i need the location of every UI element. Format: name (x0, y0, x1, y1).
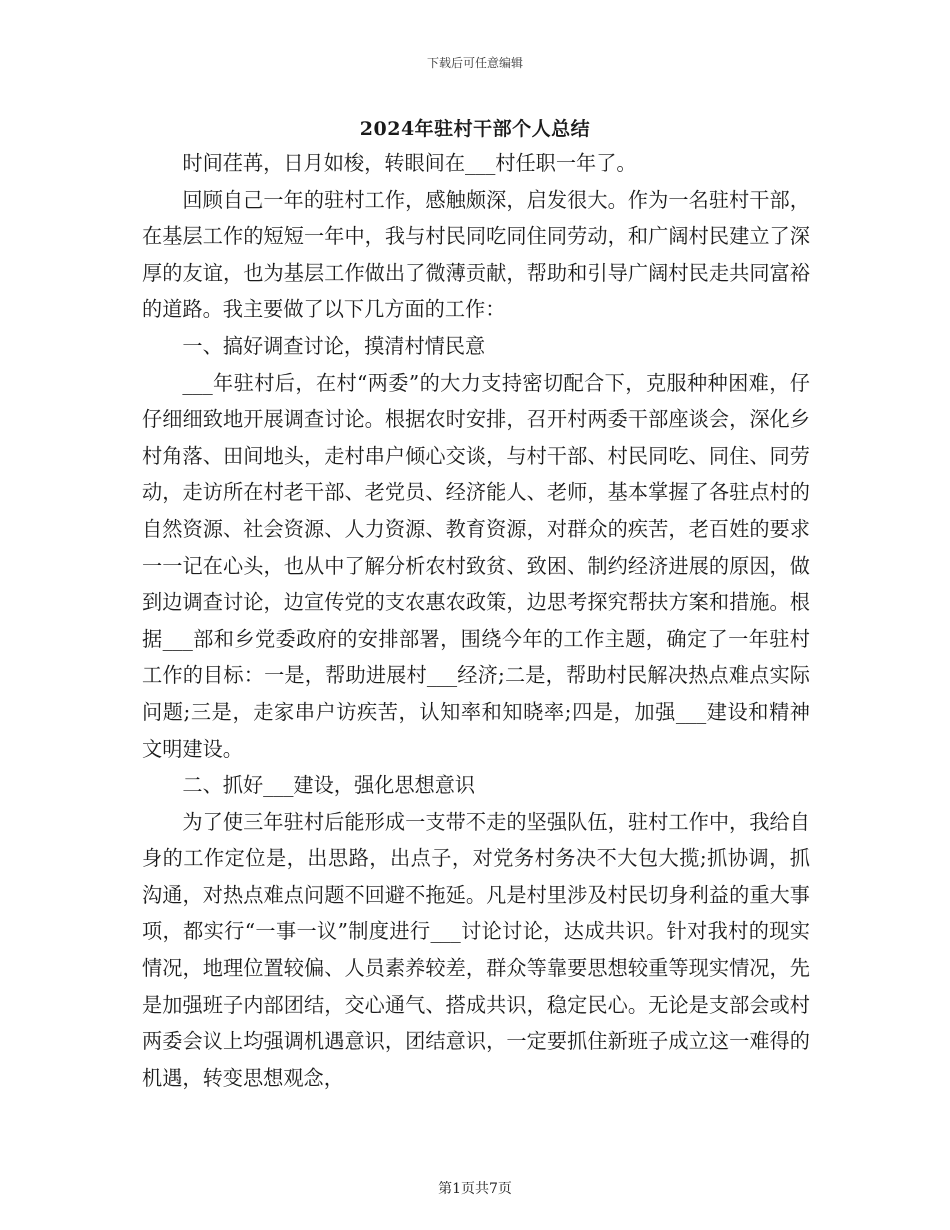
section-heading-1: 一、搞好调查讨论，摸清村情民意 (182, 333, 486, 358)
paragraph-review: 回顾自己一年的驻村工作，感触颇深，启发很大。作为一名驻村干部，在基层工作的短短一年中，我与村民同吃同住同劳动，和广阔村民建立了深厚的友谊，也为基层工作做出了微薄贡献，帮助和引导广阔村民走共同富裕的道路。我主要做了以下几方面的工作： (142, 187, 810, 322)
page-number: 第1页共7页 (438, 1181, 512, 1197)
paragraph-intro: 时间荏苒，日月如梭，转眼间在___村任职一年了。 (182, 151, 637, 175)
header-note: 下载后可任意编辑 (426, 56, 523, 70)
document-body (142, 145, 810, 1096)
paragraph-section-1: ___年驻村后，在村“两委”的大力支持密切配合下，克服种种困难，仔仔细细致地开展调查讨论。根据农时安排，召开村两委干部座谈会，深化乡村角落、田间地头，走村串户倾心交谈，与村干部、村民同吃、同住、同劳动，走访所在村老干部、老党员、经济能人、老师，基本掌握了各驻点村的自然资源、社会资源、人力资源、教育资源，对群众的疾苦，老百姓的要求一一记在心头，也从中了解分析农村致贫、致困、制约经济进展的原因，做到边调查讨论，边宣传党的支农惠农政策，边思考探究帮扶方案和措施。根据___部和乡党委政府的安排部署，围绕今年的工作主题，确定了一年驻村工作的目标：一是，帮助进展村___经济;二是，帮助村民解决热点难点实际问题;三是，走家串户访疾苦，认知率和知晓率;四是，加强___建设和精神文明建设。 (142, 370, 810, 761)
section-heading-2: 二、抓好___建设，强化思想意识 (182, 773, 476, 798)
paragraph-section-2: 为了使三年驻村后能形成一支带不走的坚强队伍，驻村工作中，我给自身的工作定位是，出思路，出点子，对党务村务决不大包大揽;抓协调，抓沟通，对热点难点问题不回避不拖延。凡是村里涉及村民切身利益的重大事项，都实行“一事一议”制度进行___讨论讨论，达成共识。针对我村的现实情况，地理位置较偏、人员素养较差，群众等靠要思想较重等现实情况，先是加强班子内部团结，交心通气、搭成共识，稳定民心。无论是支部会或村两委会议上均强调机遇意识，团结意识，一定要抓住新班子成立这一难得的机遇，转变思想观念， (142, 809, 810, 1090)
document-title: 2024年驻村干部个人总结 (359, 118, 591, 140)
